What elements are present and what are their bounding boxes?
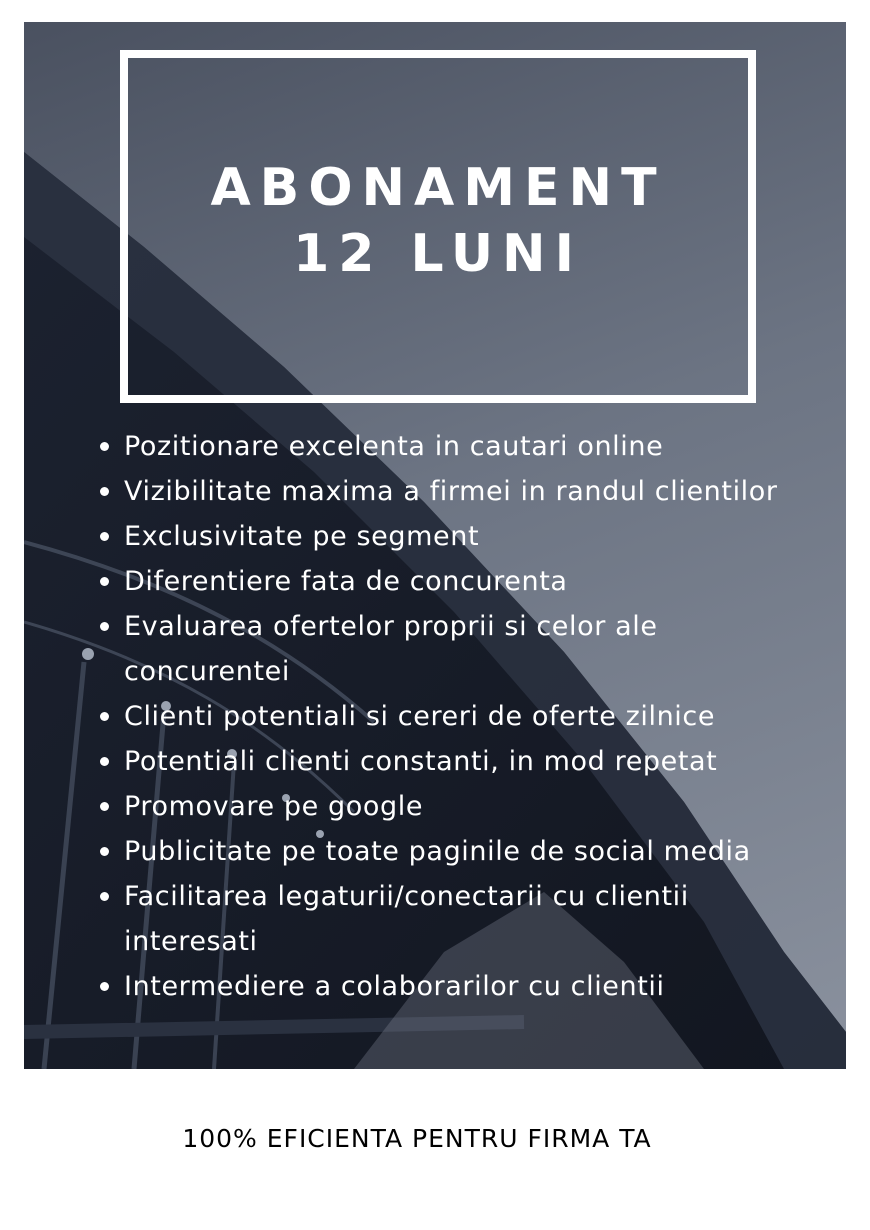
bullet-icon [100,757,109,766]
feature-text: Publicitate pe toate paginile de social media [124,836,751,867]
feature-text: Diferentiere fata de concurenta [124,566,568,597]
bullet-icon [100,532,109,541]
title-line-2: 12 LUNI [293,224,583,284]
feature-item [100,514,820,559]
bullet-icon [100,712,109,721]
feature-item [100,874,820,964]
feature-item [100,694,820,739]
bullet-icon [100,847,109,856]
feature-item [100,964,820,1009]
feature-text: Promovare pe google [124,791,424,822]
feature-item [100,559,820,604]
bullet-icon [100,802,109,811]
feature-item [100,829,820,874]
bullet-icon [100,577,109,586]
feature-item [100,739,820,784]
feature-text: Potentiali clienti constanti, in mod repetat [124,746,718,777]
bullet-icon [100,622,109,631]
feature-text: Vizibilitate maxima a firmei in randul clientilor [124,476,778,507]
bullet-icon [100,442,109,451]
bullet-icon [100,487,109,496]
feature-list [100,424,820,1009]
bullet-icon [100,982,109,991]
footer-tagline: 100% EFICIENTA PENTRU FIRMA TA [182,1124,652,1153]
feature-text: Exclusivitate pe segment [124,521,480,552]
feature-item [100,424,820,469]
feature-text: Facilitarea legaturii/conectarii cu clientii interesati [124,881,689,957]
feature-text: Intermediere a colaborarilor cu clientii [124,971,665,1002]
feature-item [100,604,820,694]
feature-text: Pozitionare excelenta in cautari online [124,431,664,462]
feature-item [100,469,820,514]
title-line-1: ABONAMENT [210,158,666,218]
bullet-icon [100,892,109,901]
feature-text: Clienti potentiali si cereri de oferte zilnice [124,701,716,732]
title-frame [120,50,756,403]
poster-card [24,22,846,1069]
feature-text: Evaluarea ofertelor proprii si celor ale concurentei [124,611,658,687]
feature-item [100,784,820,829]
